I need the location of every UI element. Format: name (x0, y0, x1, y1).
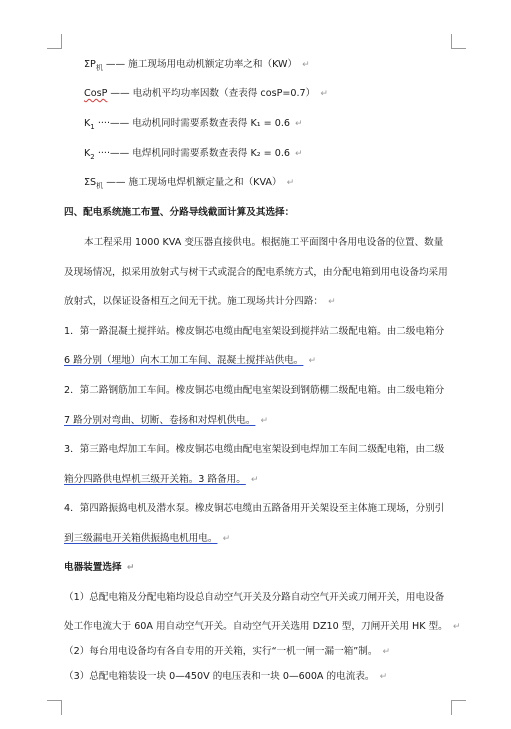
formula-def-sum-welder (84, 176, 294, 190)
formula-def-k1 (84, 117, 303, 131)
equipment-heading-text: 电器装置选择 (64, 562, 122, 573)
formula-symbol: ΣS (84, 177, 97, 188)
paragraph-mark: ↵ (286, 178, 295, 188)
paragraph-mark: ↵ (382, 647, 391, 657)
formula-symbol: ΣP (84, 59, 96, 70)
route-2-line-1 (64, 384, 444, 397)
formula-def-sum-motor-power (84, 58, 310, 72)
paragraph-mark: ↵ (295, 149, 303, 159)
intro-line-1 (84, 236, 443, 249)
formula-description: —— 施工现场用电动机额定功率之和（KW） (105, 59, 298, 70)
route-4-line-2 (64, 532, 230, 546)
margin-corner-bottom-left (47, 700, 62, 715)
route-text: 2．第二路钢筋加工车间。橡皮铜芯电缆由配电室架设到钢筋棚二级配电箱。由二级电箱分 (64, 385, 445, 396)
formula-symbol: CosP (84, 88, 108, 99)
paragraph-mark: ↵ (328, 297, 336, 307)
route-3-line-2 (64, 473, 258, 487)
equipment-item-3 (64, 670, 387, 684)
formula-def-k2 (84, 147, 303, 161)
paragraph-mark: ↵ (320, 89, 328, 99)
formula-subscript: 1 (90, 122, 95, 131)
intro-text: 放射式，以保证设备相互之间无干扰。施工现场共计分四路： (64, 296, 324, 307)
formula-def-power-factor (84, 87, 328, 101)
paragraph-mark: ↵ (295, 119, 303, 129)
equipment-text: （3）总配电箱装设一块 0—450V 的电压表和一块 0—600A 的电流表。 (64, 671, 375, 682)
formula-description: —— 施工现场电焊机额定量之和（KVA） (106, 177, 282, 188)
equipment-item-1-line-2 (64, 620, 460, 634)
intro-text: 及现场情况，拟采用放射式与树干式或混合的配电系统方式，由分配电箱到用电设备均采用 (64, 267, 448, 278)
formula-subscript: 机 (96, 181, 104, 190)
paragraph-mark: ↵ (379, 672, 388, 682)
intro-line-3 (64, 295, 336, 309)
equipment-text: 处工作电流大于 60A 用自动空气开关。自动空气开关选用 DZ10 型，刀闸开关用 HK 型。 (64, 621, 448, 632)
route-text: 4．第四路振捣电机及潜水泵。橡皮铜芯电缆由五路备用开关架设至主体施工现场，分别引 (64, 503, 445, 514)
margin-corner-bottom-right (451, 700, 466, 715)
section-heading-text: 四、配电系统施工布置、分路导线截面计算及其选择： (64, 207, 295, 218)
formula-description: —— 电动机平均功率因数（查表得 cosP=0.7） (110, 88, 316, 99)
equipment-text: （1）总配电箱及分配电箱均设总自动空气开关及分路自动空气开关或刀闸开关，用电设备 (64, 592, 445, 603)
formula-symbol: K (84, 148, 91, 159)
section-heading (64, 206, 294, 219)
formula-subscript: 2 (90, 152, 95, 161)
route-3-line-1 (64, 443, 444, 456)
intro-line-2 (64, 266, 448, 279)
route-2-line-2 (64, 414, 268, 428)
intro-text: 本工程采用 1000 KVA 变压器直接供电。根据施工平面图中各用电设备的位置、数量 (84, 237, 444, 248)
formula-subscript: 机 (95, 63, 103, 72)
formula-description: ····—— 电焊机同时需要系数查表得 K₂ = 0.6 (97, 148, 290, 159)
route-text: 1．第一路混凝土搅拌站。橡皮铜芯电缆由配电室架设到搅拌站二级配电箱。由二级电箱分 (64, 326, 445, 337)
equipment-item-2 (64, 645, 390, 659)
route-text: 箱分四路供电焊机三级开关箱。3 路备用。 (64, 474, 246, 485)
paragraph-mark: ↵ (126, 563, 135, 573)
equipment-item-1-line-1 (64, 591, 444, 604)
paragraph-mark: ↵ (260, 416, 269, 426)
formula-description: ····—— 电动机同时需要系数查表得 K₁ = 0.6 (97, 118, 290, 129)
route-1-line-2 (64, 354, 316, 368)
paragraph-mark: ↵ (308, 356, 317, 366)
paragraph-mark: ↵ (302, 60, 310, 70)
route-text: 7 路分别对弯曲、切断、卷扬和对焊机供电。 (64, 415, 256, 426)
paragraph-mark: ↵ (452, 622, 461, 632)
margin-corner-top-left (47, 34, 62, 49)
equipment-text: （2）每台用电设备均有各自专用的开关箱，实行“一机一闸一漏一箱”制。 (64, 646, 378, 657)
route-4-line-1 (64, 502, 444, 515)
route-1-line-1 (64, 325, 444, 338)
formula-symbol: K (84, 118, 91, 129)
route-text: 6 路分别（埋地）向木工加工车间、混凝土搅拌站供电。 (64, 355, 304, 366)
route-text: 到三级漏电开关箱供振捣电机用电。 (64, 533, 218, 544)
route-text: 3．第三路电焊加工车间。橡皮铜芯电缆由配电室架设到电焊加工车间二级配电箱，由二级 (64, 444, 445, 455)
margin-corner-top-right (451, 34, 466, 49)
paragraph-mark: ↵ (250, 475, 259, 485)
paragraph-mark: ↵ (222, 534, 231, 544)
equipment-heading (64, 561, 134, 575)
